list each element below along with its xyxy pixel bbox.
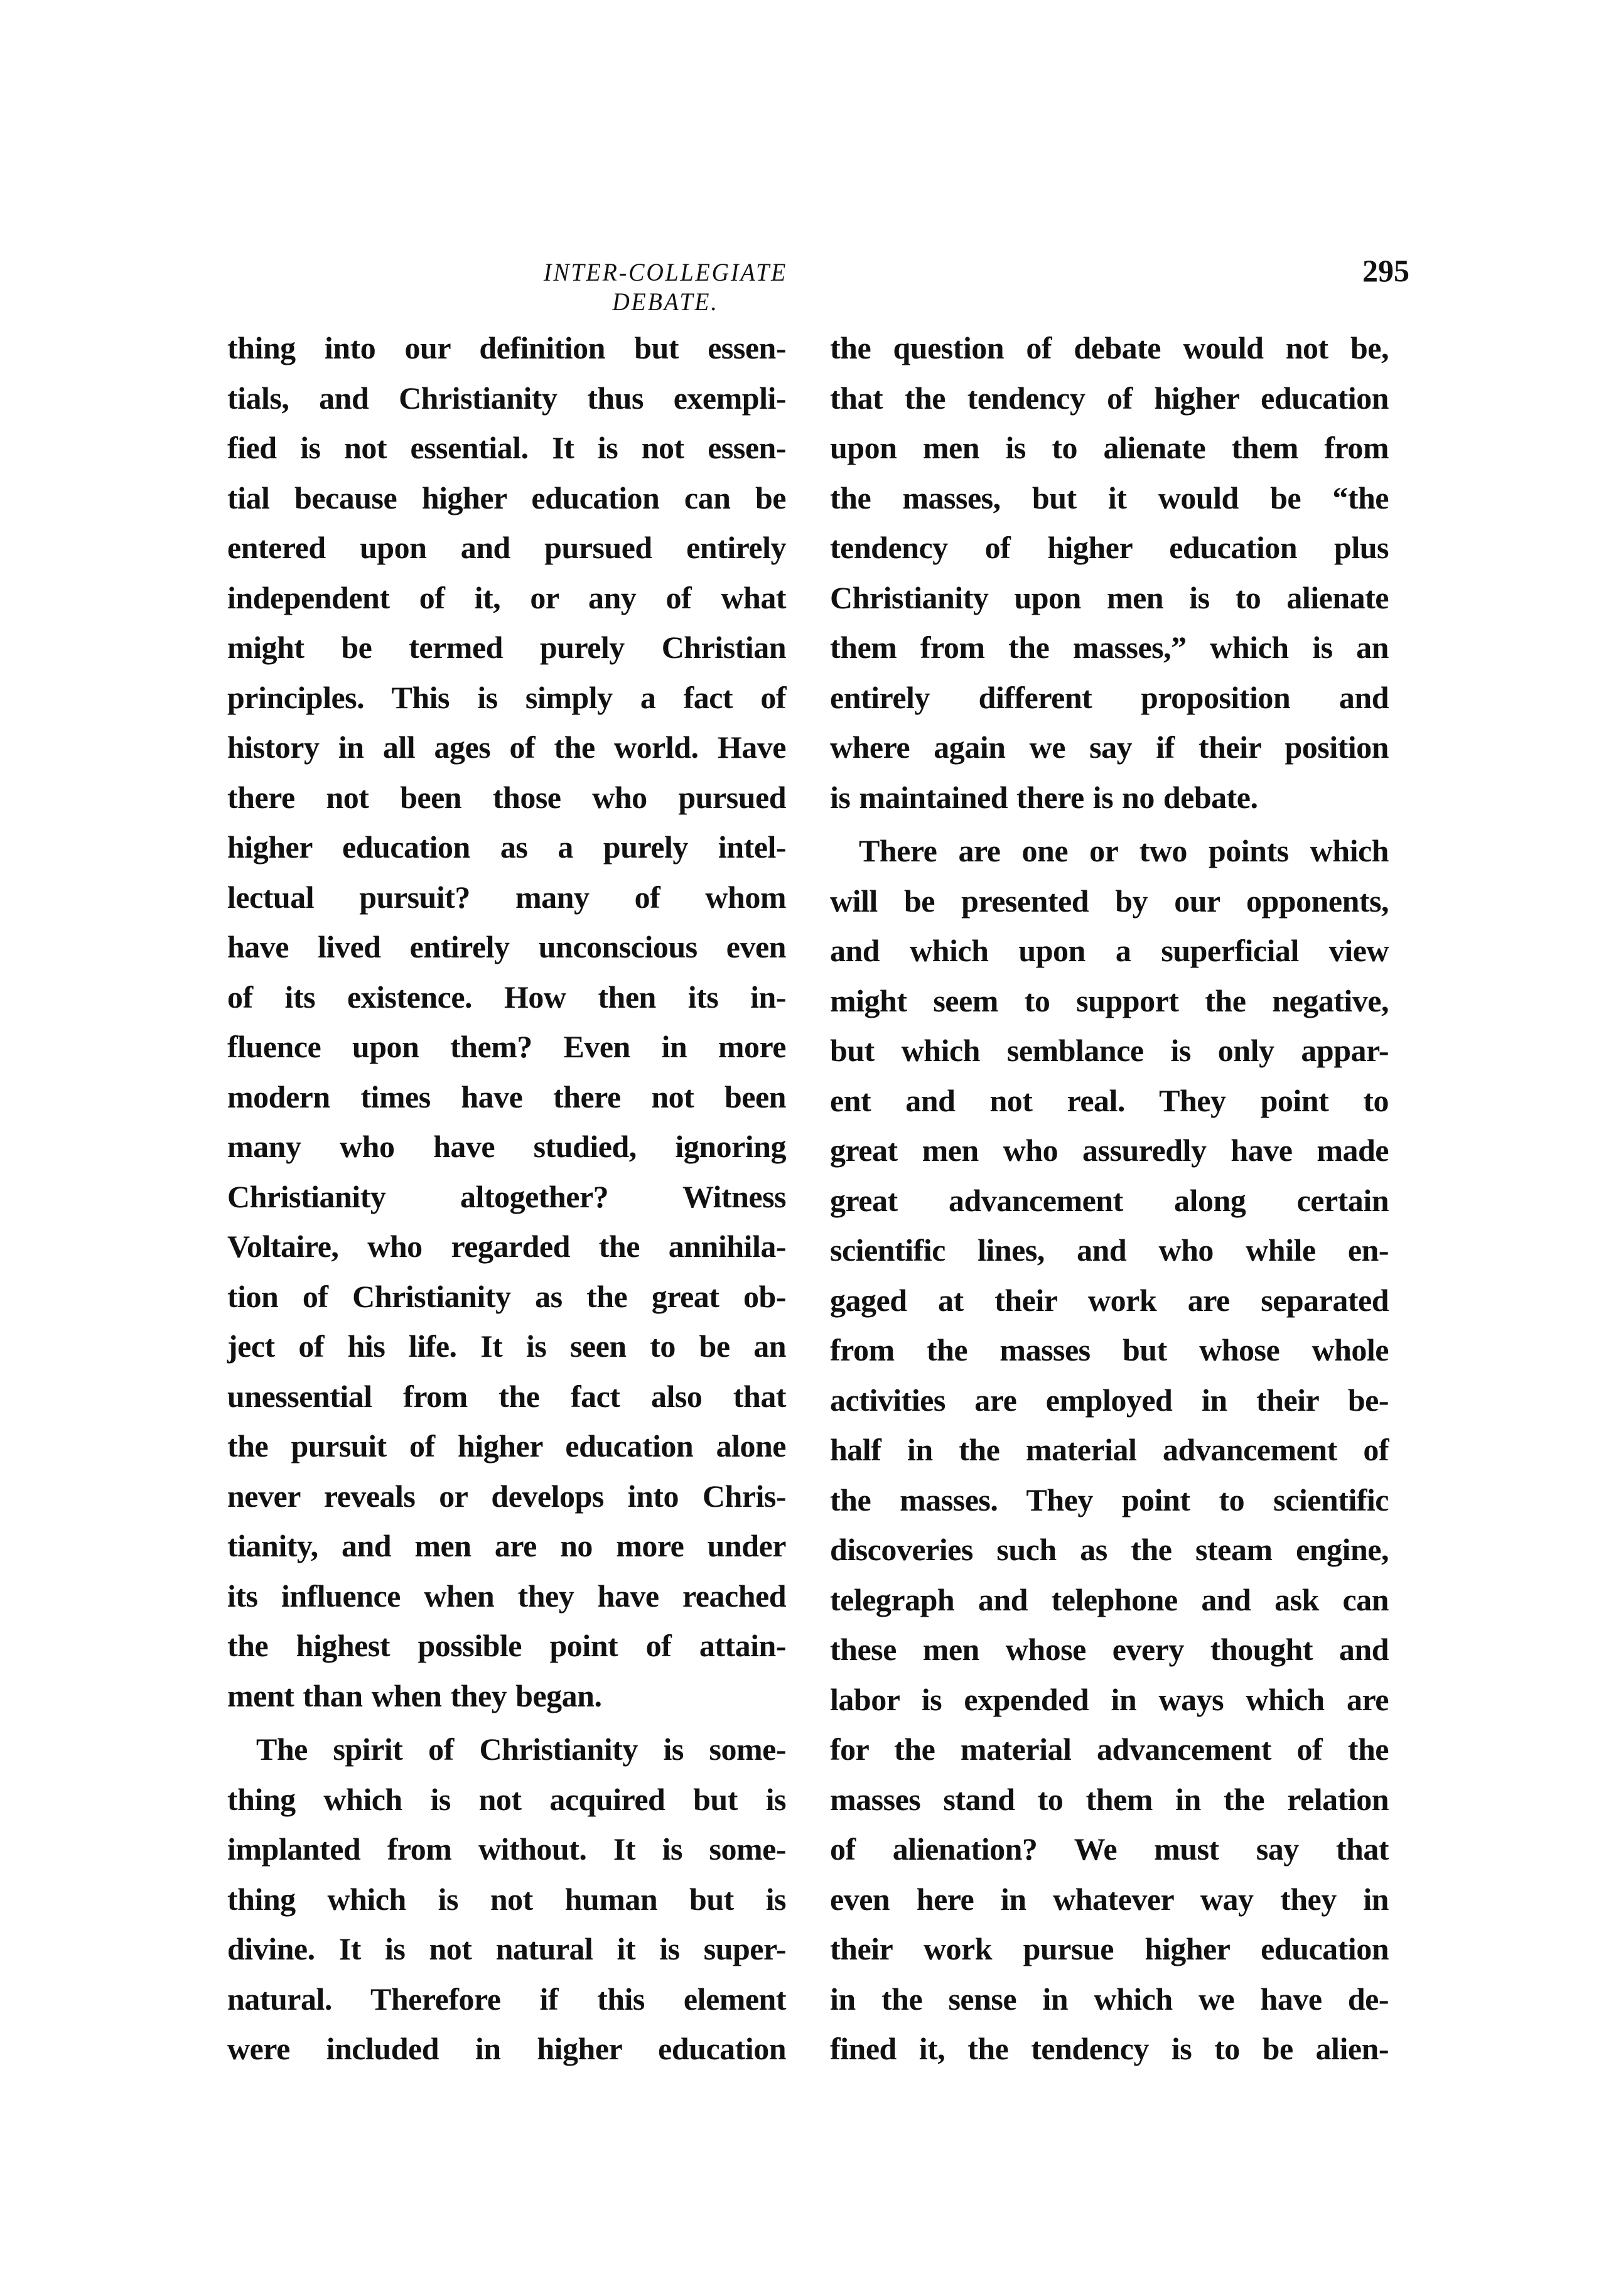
text-line: Christianity upon men is to alienate <box>830 579 1389 615</box>
text-line: unessential from the fact also that <box>227 1378 786 1414</box>
text-line: activities are employed in their be- <box>830 1382 1389 1418</box>
paragraph <box>227 323 786 1721</box>
text-line: ent and not real. They point to <box>830 1082 1389 1118</box>
text-line: entered upon and pursued entirely <box>227 530 786 565</box>
text-line: might seem to support the negative, <box>830 983 1389 1018</box>
text-line: never reveals or develops into Chris- <box>227 1478 786 1514</box>
text-line: thing which is not acquired but is <box>227 1781 786 1817</box>
paragraph <box>830 323 1389 822</box>
page-number: 295 <box>1362 253 1409 288</box>
text-line: the masses, but it would be “the <box>830 480 1389 515</box>
text-line: thing which is not human but is <box>227 1881 786 1917</box>
running-title: INTER-COLLEGIATE DEBATE. <box>543 258 788 316</box>
text-line: principles. This is simply a fact of <box>227 679 786 715</box>
text-line: scientific lines, and who while en- <box>830 1232 1389 1268</box>
text-line: upon men is to alienate them from <box>830 430 1389 465</box>
text-line: ment than when they began. <box>227 1678 602 1713</box>
text-line: great advancement along certain <box>830 1182 1389 1218</box>
text-line: from the masses but whose whole <box>830 1332 1389 1367</box>
text-line: the question of debate would not be, <box>830 330 1389 365</box>
paragraph <box>830 826 1389 2074</box>
text-line: in the sense in which we have de- <box>830 1981 1389 2017</box>
text-line: where again we say if their position <box>830 730 1389 765</box>
text-line: masses stand to them in the relation <box>830 1781 1389 1817</box>
text-line: were included in higher education <box>227 2031 786 2066</box>
text-line: history in all ages of the world. Have <box>227 730 786 765</box>
text-line: its influence when they have reached <box>227 1578 786 1614</box>
text-line: labor is expended in ways which are <box>830 1681 1389 1717</box>
text-line: tendency of higher education plus <box>830 530 1389 565</box>
text-line: There are one or two points which <box>859 833 1389 868</box>
text-line: might be termed purely Christian <box>227 630 786 665</box>
text-line: these men whose every thought and <box>830 1632 1389 1667</box>
text-line: lectual pursuit? many of whom <box>227 879 786 915</box>
text-line: them from the masses,” which is an <box>830 630 1389 665</box>
text-line: The spirit of Christianity is some- <box>256 1732 786 1767</box>
text-line: for the material advancement of the <box>830 1732 1389 1767</box>
text-line: fined it, the tendency is to be alien- <box>830 2031 1389 2066</box>
text-line: fied is not essential. It is not essen- <box>227 430 786 465</box>
text-line: great men who assuredly have made <box>830 1133 1389 1168</box>
text-line: thing into our definition but essen- <box>227 330 786 365</box>
text-line: but which semblance is only appar- <box>830 1033 1389 1068</box>
text-line: their work pursue higher education <box>830 1931 1389 1966</box>
text-line: telegraph and telephone and ask can <box>830 1582 1389 1617</box>
text-line: entirely different proposition and <box>830 679 1389 715</box>
text-line: ject of his life. It is seen to be an <box>227 1329 786 1364</box>
text-line: of alienation? We must say that <box>830 1831 1389 1867</box>
text-line: Voltaire, who regarded the annihila- <box>227 1229 786 1264</box>
text-line: many who have studied, ignoring <box>227 1129 786 1164</box>
right-column <box>830 323 1389 2078</box>
text-line: and which upon a superficial view <box>830 933 1389 968</box>
text-line: is maintained there is no debate. <box>830 779 1258 815</box>
text-line: Christianity altogether? Witness <box>227 1178 786 1214</box>
text-line: tianity, and men are no more under <box>227 1528 786 1563</box>
text-line: higher education as a purely intel- <box>227 829 786 865</box>
text-line: natural. Therefore if this element <box>227 1981 786 2017</box>
text-line: tion of Christianity as the great ob- <box>227 1278 786 1314</box>
text-line: tials, and Christianity thus exempli- <box>227 380 786 416</box>
text-line: that the tendency of higher education <box>830 380 1389 416</box>
text-line: the masses. They point to scientific <box>830 1482 1389 1517</box>
text-line: modern times have there not been <box>227 1079 786 1114</box>
text-line: have lived entirely unconscious even <box>227 929 786 964</box>
text-line: half in the material advancement of <box>830 1432 1389 1467</box>
text-line: divine. It is not natural it is super- <box>227 1931 786 1966</box>
text-line: tial because higher education can be <box>227 480 786 515</box>
text-line: the highest possible point of attain- <box>227 1628 786 1663</box>
paragraph <box>227 1725 786 2074</box>
text-line: even here in whatever way they in <box>830 1881 1389 1917</box>
text-line: will be presented by our opponents, <box>830 883 1389 919</box>
text-line: discoveries such as the steam engine, <box>830 1532 1389 1567</box>
text-line: there not been those who pursued <box>227 779 786 815</box>
text-line: implanted from without. It is some- <box>227 1831 786 1867</box>
text-line: the pursuit of higher education alone <box>227 1428 786 1463</box>
left-column <box>227 323 786 2078</box>
text-line: gaged at their work are separated <box>830 1282 1389 1318</box>
text-line: fluence upon them? Even in more <box>227 1029 786 1064</box>
text-line: independent of it, or any of what <box>227 579 786 615</box>
text-line: of its existence. How then its in- <box>227 979 786 1015</box>
